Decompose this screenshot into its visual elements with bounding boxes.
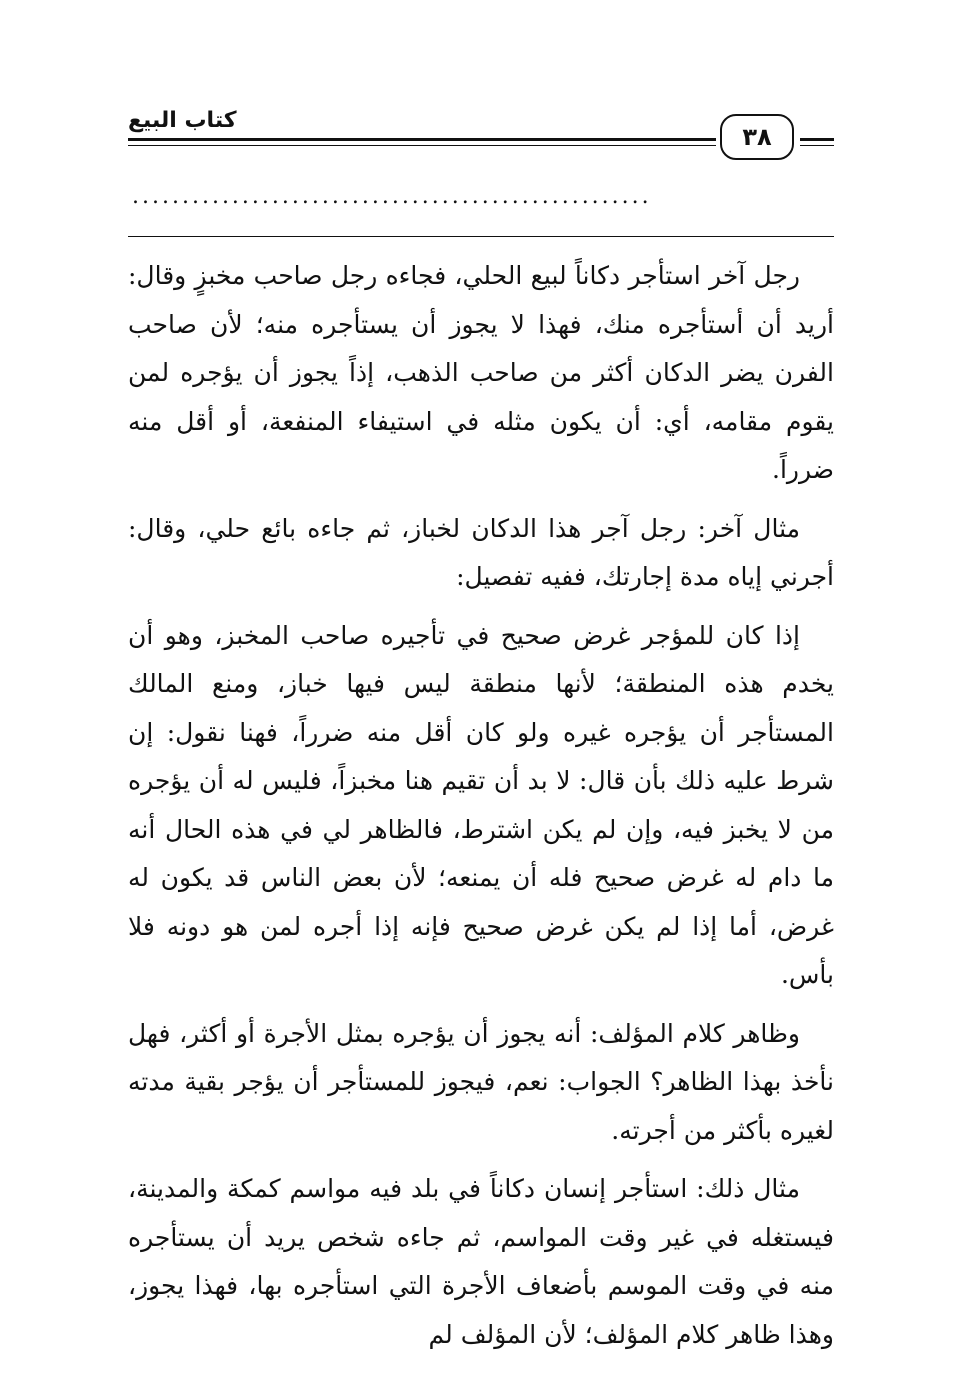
page-number-badge — [720, 114, 794, 160]
header-rule-thin — [128, 145, 716, 146]
paragraph: رجل آخر استأجر دكاناً لبيع الحلي، فجاءه رجل صاحب مخبزٍ وقال: أريد أن أستأجره منك، فهذا لا يجوز أن يستأجره منه؛ لأن صاحب الفرن يضر الدكان أكثر من صاحب الذهب، إذاً يجوز أن يؤجره لمن يقوم مقامه، أي: أن يكون مثله في استيفاء المنفعة، أو أقل منه ضرراً. — [128, 261, 834, 484]
book-title: كتاب البيع — [128, 108, 237, 133]
paragraph: مثال ذلك: استأجر إنسان دكاناً في بلد فيه مواسم كمكة والمدينة، فيستغله في غير وقت المواسم، ثم جاءه شخص يريد أن يستأجره منه في وقت الموسم بأضعاف الأجرة التي استأجره بها، فهذا يجوز، وهذا ظاهر كلام المؤلف؛ لأن المؤلف لم — [128, 1174, 834, 1349]
paragraph: وظاهر كلام المؤلف: أنه يجوز أن يؤجره بمثل الأجرة أو أكثر، فهل نأخذ بهذا الظاهر؟ الجواب: نعم، فيجوز للمستأجر أن يؤجر بقية مدته لغيره بأكثر من أجرته. — [128, 1018, 834, 1145]
paragraph: إذا كان للمؤجر غرض صحيح في تأجيره صاحب المخبز، وهو أن يخدم هذه المنطقة؛ لأنها منطقة ليس فيها خباز، ومنع المالك المستأجر أن يؤجره غيره ولو كان أقل منه ضرراً، فهنا نقول: إن شرط عليه ذلك بأن قال: لا بد أن تقيم هنا مخبزاً، فليس له أن يؤجره من لا يخبز فيه، وإن لم يكن اشترط، فالظاهر لي في هذه الحال أنه ما دام له غرض صحيح فله أن يمنعه؛ لأن بعض الناس قد يكون له غرض، أما إذا لم يكن غرض صحيح فإنه إذا أجره لمن هو دونه فلا بأس. — [128, 620, 834, 989]
dotted-divider: .................................................... — [132, 186, 652, 208]
header-rule-right-thin — [800, 145, 834, 146]
page-number: ٣٨ — [742, 123, 772, 151]
header-rule-right-thick — [800, 138, 834, 141]
header-rule-thick — [128, 138, 716, 141]
paragraph: مثال آخر: رجل آجر هذا الدكان لخباز، ثم جاءه بائع حلي، وقال: أجرني إياه مدة إجارتك، ففيه تفصيل: — [128, 513, 834, 591]
page-body — [128, 252, 834, 1369]
section-separator — [128, 236, 834, 237]
page-header — [128, 100, 834, 160]
